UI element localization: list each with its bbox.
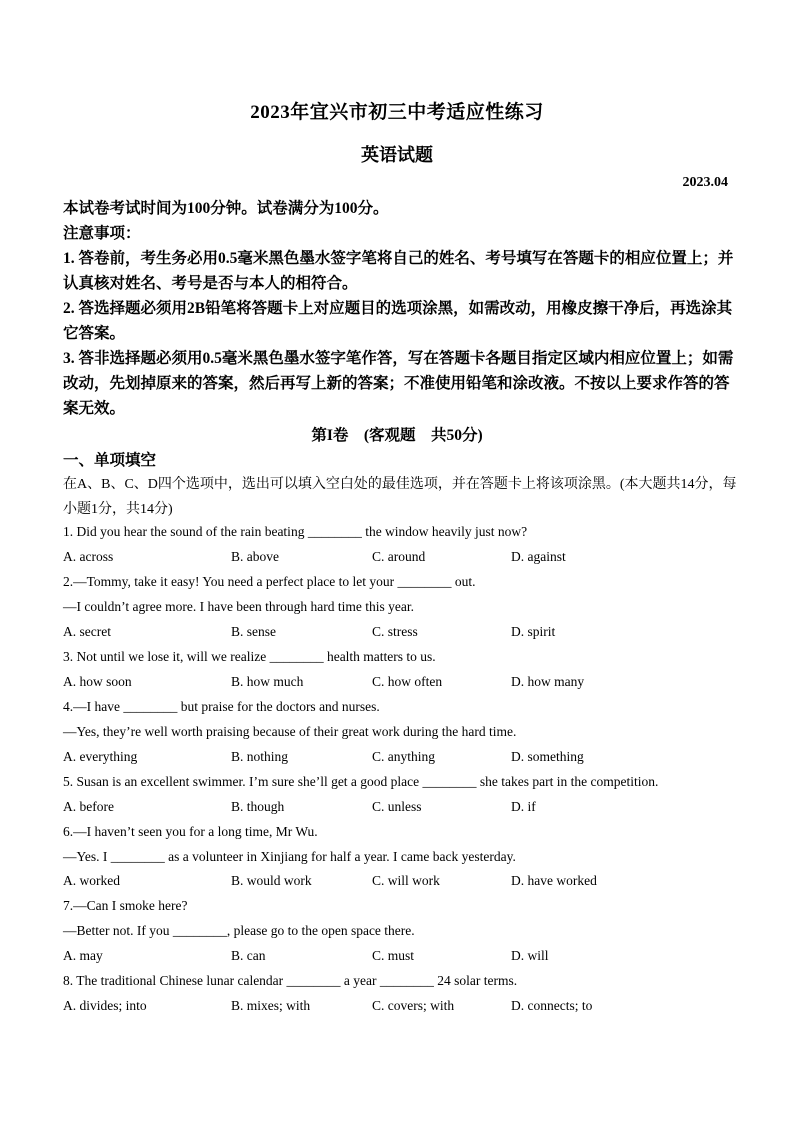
question-stem: 3. Not until we lose it, will we realize ________ health matters to us.: [63, 649, 436, 664]
option-c[interactable]: C. covers; with: [372, 998, 455, 1013]
notice-heading: 注意事项：: [63, 225, 141, 242]
question-stem: 4.—I have ________ but praise for the doctors and nurses.: [63, 699, 380, 714]
exam-subtitle: 英语试题: [361, 145, 433, 165]
question-stem: —Better not. If you ________, please go to the open space there.: [63, 923, 415, 938]
option-a[interactable]: A. may: [63, 948, 103, 963]
question-stem: 5. Susan is an excellent swimmer. I’m sure she’ll get a good place ________ she takes part in the competition.: [63, 774, 659, 789]
option-a[interactable]: A. how soon: [63, 674, 132, 689]
option-b[interactable]: B. above: [231, 549, 279, 564]
option-b[interactable]: B. mixes; with: [231, 998, 311, 1013]
part-instruction: 在A、B、C、D四个选项中，选出可以填入空白处的最佳选项，并在答题卡上将该项涂黑。(本大题共14分，每小题1分，共14分): [63, 477, 737, 517]
option-b[interactable]: B. though: [231, 799, 285, 814]
option-a[interactable]: A. worked: [63, 873, 120, 888]
question-stem: —I couldn’t agree more. I have been through hard time this year.: [63, 599, 415, 614]
option-b[interactable]: B. how much: [231, 674, 304, 689]
option-b[interactable]: B. nothing: [231, 749, 289, 764]
option-b[interactable]: B. would work: [231, 873, 312, 888]
option-d[interactable]: D. connects; to: [511, 998, 593, 1013]
option-d[interactable]: D. something: [511, 749, 584, 764]
option-c[interactable]: C. must: [372, 948, 415, 963]
option-a[interactable]: A. secret: [63, 624, 111, 639]
option-d[interactable]: D. will: [511, 948, 549, 963]
question-stem: —Yes, they’re well worth praising because of their great work during the hard time.: [63, 724, 517, 739]
option-d[interactable]: D. how many: [511, 674, 585, 689]
option-d[interactable]: D. spirit: [511, 624, 556, 639]
option-c[interactable]: C. stress: [372, 624, 418, 639]
notice-item-1: 1. 答卷前，考生务必用0.5毫米黑色墨水签字笔将自己的姓名、考号填写在答题卡的相应位置上；并认真核对姓名、考号是否与本人的相符合。: [63, 250, 734, 292]
question-stem: 6.—I haven’t seen you for a long time, Mr Wu.: [63, 824, 318, 839]
question-stem: —Yes. I ________ as a volunteer in Xinjiang for half a year. I came back yesterday.: [63, 849, 516, 864]
option-d[interactable]: D. have worked: [511, 873, 597, 888]
notice-item-3: 3. 答非选择题必须用0.5毫米黑色墨水签字笔作答，写在答题卡各题目指定区域内相应位置上；如需改动，先划掉原来的答案，然后再写上新的答案；不准使用铅笔和涂改液。不按以上要求作答的答案无效。: [63, 350, 734, 417]
option-a[interactable]: A. across: [63, 549, 114, 564]
option-d[interactable]: D. if: [511, 799, 536, 814]
exam-duration: 本试卷考试时间为100分钟。试卷满分为100分。: [63, 200, 389, 217]
option-c[interactable]: C. anything: [372, 749, 435, 764]
option-a[interactable]: A. before: [63, 799, 114, 814]
option-b[interactable]: B. can: [231, 948, 266, 963]
question-stem: 1. Did you hear the sound of the rain beating ________ the window heavily just now?: [63, 524, 528, 539]
option-c[interactable]: C. how often: [372, 674, 443, 689]
part-title: 一、单项填空: [63, 452, 157, 469]
option-a[interactable]: A. everything: [63, 749, 138, 764]
option-a[interactable]: A. divides; into: [63, 998, 147, 1013]
notice-item-2: 2. 答选择题必须用2B铅笔将答题卡上对应题目的选项涂黑，如需改动，用橡皮擦干净后，再选涂其它答案。: [63, 300, 733, 342]
option-d[interactable]: D. against: [511, 549, 566, 564]
section-heading: 第I卷 (客观题 共50分): [311, 427, 483, 444]
exam-date: 2023.04: [682, 175, 728, 190]
option-c[interactable]: C. around: [372, 549, 426, 564]
exam-title: 2023年宜兴市初三中考适应性练习: [250, 102, 544, 123]
question-stem: 8. The traditional Chinese lunar calendar ________ a year ________ 24 solar terms.: [63, 973, 518, 988]
option-c[interactable]: C. unless: [372, 799, 422, 814]
question-stem: 7.—Can I smoke here?: [63, 898, 188, 913]
question-stem: 2.—Tommy, take it easy! You need a perfect place to let your ________ out.: [63, 574, 476, 589]
option-b[interactable]: B. sense: [231, 624, 276, 639]
option-c[interactable]: C. will work: [372, 873, 440, 888]
